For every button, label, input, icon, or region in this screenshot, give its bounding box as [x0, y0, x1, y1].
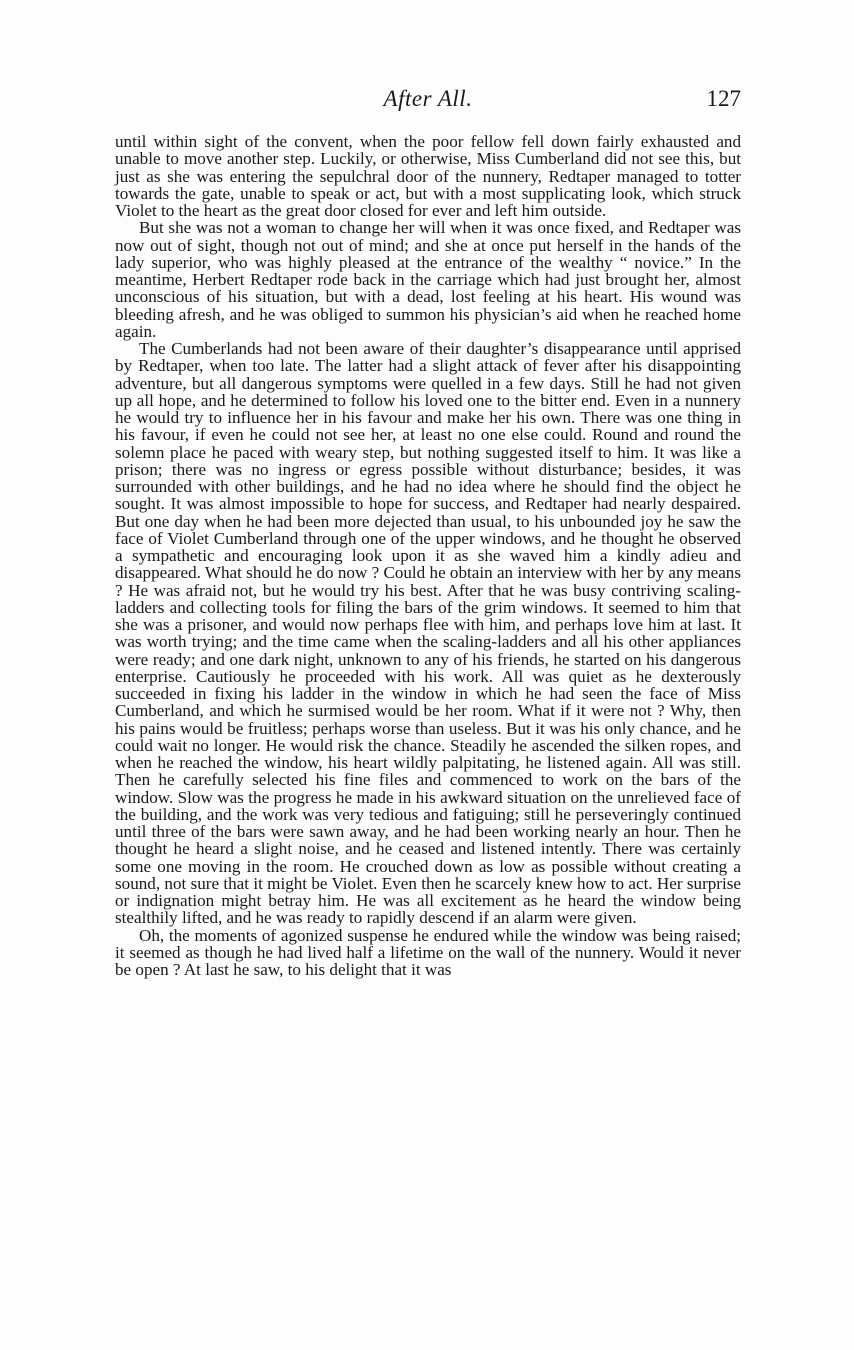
paragraph-1: until within sight of the convent, when the poor fellow fell down fairly exhausted and unable to move another step. Luckily, or otherwise, Miss Cumberland did not see this, but just as she was entering the sepulchral door of the nunnery, Redtaper managed to totter towards the gate, unable to speak or act, but with a most supplicating look, which struck Violet to the heart as the great door closed for ever and left him outside.	[115, 132, 741, 220]
page-number: 127	[706, 86, 741, 111]
running-title: After All.	[383, 86, 473, 111]
running-head	[115, 86, 741, 116]
body-text	[115, 133, 741, 978]
paragraph-3: The Cumberlands had not been aware of their daughter’s disappearance until apprised by Redtaper, when too late. The latter had a slight attack of fever after his disappointing adventure, but all dangerous symptoms were quelled in a few days. Still he had not given up all hope, and he determined to follow his loved one to the bitter end. Even in a nunnery he would try to influence her in his favour and make her his own. There was one thing in his favour, if even he could not see her, at least no one else could. Round and round the solemn place he paced with weary step, but nothing suggested itself to him. It was like a prison; there was no ingress or egress possible without disturbance; besides, it was surrounded with other buildings, and he had no idea where he should find the object he sought. It was almost impossible to hope for success, and Redtaper had nearly despaired. But one day when he had been more dejected than usual, to his unbounded joy he saw the face of Violet Cumberland through one of the upper windows, and he thought he observed a sympathetic and encouraging look upon it as she waved him a kindly adieu and disappeared. What should he do now ? Could he obtain an interview with her by any means ? He was afraid not, but he would try his best. After that he was busy contriving scaling-ladders and collecting tools for filing the bars of the grim windows. It seemed to him that she was a prisoner, and would now perhaps flee with him, and perhaps love him at last. It was worth trying; and the time came when the scaling-ladders and all his other appliances were ready; and one dark night, unknown to any of his friends, he started on his dangerous enterprise. Cautiously he proceeded with his work. All was quiet as he dexterously succeeded in fixing his ladder in the window in which he had seen the face of Miss Cumberland, and which he surmised would be her room. What if it were not ? Why, then his pains would be fruitless; perhaps worse than useless. But it was his only chance, and he could wait no longer. He would risk the chance. Steadily he ascended the silken ropes, and when he reached the window, his heart wildly palpitating, he listened again. All was still. Then he carefully selected his fine files and commenced to work on the bars of the window. Slow was the progress he made in his awkward situation on the unrelieved face of the building, and the work was very tedious and fatiguing; still he perseveringly continued until three of the bars were sawn away, and he had been working nearly an hour. Then he thought he heard a slight noise, and he ceased and listened intently. There was certainly some one moving in the room. He crouched down as low as possible without creating a sound, not sure that it might be Violet. Even then he scarcely knew how to act. Her surprise or indignation might betray him. He was all excitement as he heard the window being stealthily lifted, and he was ready to rapidly descend if an alarm were given.	[115, 339, 741, 928]
paragraph-4: Oh, the moments of agonized suspense he endured while the window was being raised; it seemed as though he had lived half a lifetime on the wall of the nunnery. Would it never be open ? At last he saw, to his delight that it was	[115, 925, 741, 979]
paragraph-2: But she was not a woman to change her will when it was once fixed, and Redtaper was now out of sight, though not out of mind; and she at once put herself in the hands of the lady superior, who was highly pleased at the entrance of the wealthy “ novice.” In the meantime, Herbert Redtaper rode back in the carriage which had just brought her, almost unconscious of his situation, but with a dead, lost feeling at his heart. His wound was bleeding afresh, and he was obliged to summon his physician’s aid when he reached home again.	[115, 218, 741, 341]
